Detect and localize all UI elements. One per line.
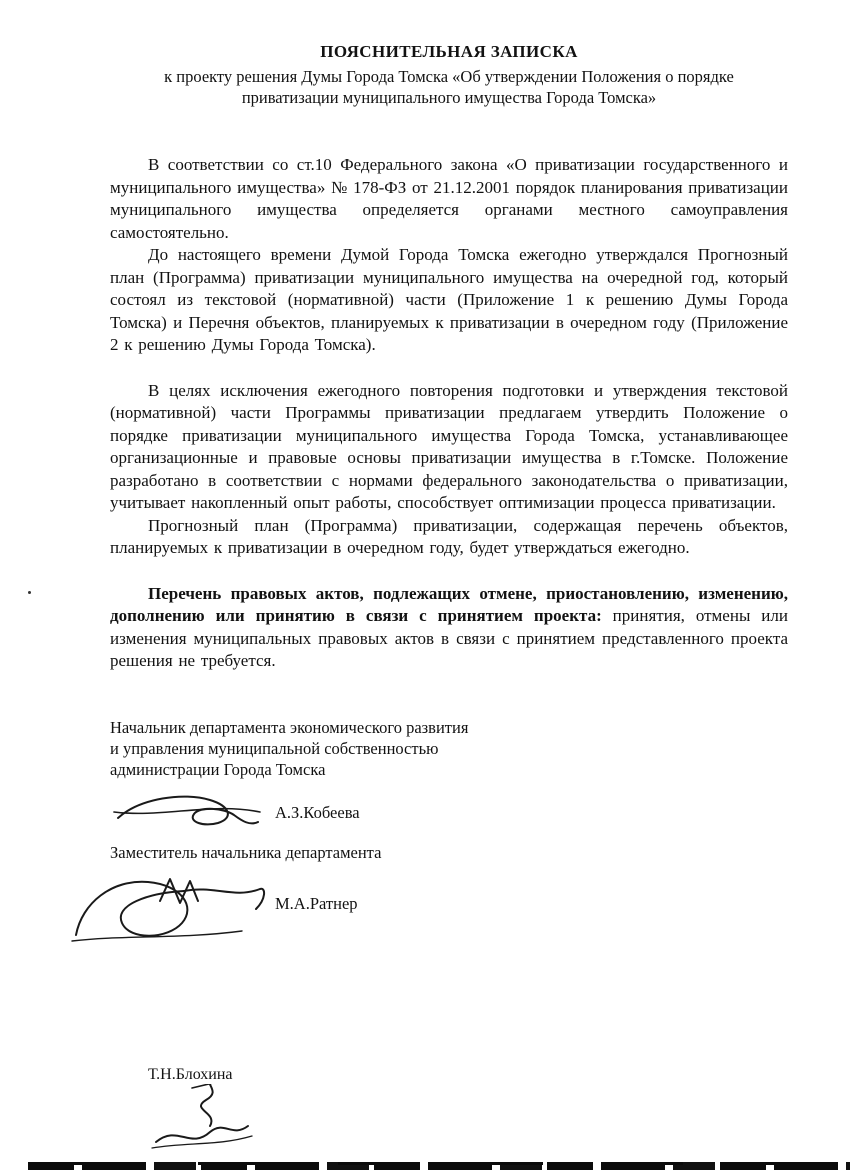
doc-subtitle-line-1: к проекту решения Думы Города Томска «Об утверждении Положения о порядке: [164, 67, 734, 86]
paragraph: До настоящего времени Думой Города Томска ежегодно утверждался Прогнозный план (Программа) приватизации муниципального имущества на очередной год, который состоял из текстовой (нормативной) части (Приложение 1 к решению Думы Города Томска) и Перечня объектов, планируемых к приватизации в очередном году (Приложение 2 к решению Думы Города Томска).: [110, 245, 788, 354]
paragraph-legal-acts: [110, 583, 788, 673]
blokhina-signature: [148, 1084, 278, 1164]
bottom-signatory-block: [148, 1066, 278, 1164]
doc-subtitle-line-2: приватизации муниципального имущества Города Томска»: [241, 88, 657, 107]
paragraph: Прогнозный план (Программа) приватизации, содержащая перечень объектов, планируемых к приватизации в очередном году, будет утверждаться ежегодно.: [110, 515, 788, 557]
ratner-signature: [62, 869, 272, 955]
paragraph-rest: принятия, отмены или изменения муниципальных правовых актов в связи с принятием представленного проекта решения не требуется.: [110, 606, 788, 670]
signature-row-ratner: [110, 869, 788, 955]
paragraph-bold-lead: Перечень правовых актов, подлежащих отмене, приостановлению, изменению, дополнению или принятию в связи с принятием проекта:: [110, 583, 788, 625]
signatory-position-line: Заместитель начальника департамента: [110, 842, 382, 862]
signatory-name: М.А.Ратнер: [275, 893, 358, 913]
doc-subtitle: [139, 66, 759, 108]
scan-noise-strip-upper: [28, 1162, 850, 1165]
signatory-name: Т.Н.Блохина: [148, 1066, 233, 1083]
paragraph: В соответствии со ст.10 Федерального закона «О приватизации государственного и муниципального имущества» № 178-ФЗ от 21.12.2001 порядок планирования приватизации муниципального имущества определяется органами местного самоуправления самостоятельно.: [110, 155, 788, 242]
signature-section: [110, 717, 788, 955]
signature-row-kobeeva: [110, 786, 788, 842]
doc-title: ПОЯСНИТЕЛЬНАЯ ЗАПИСКА: [320, 42, 578, 61]
signatory-position-line: администрации Города Томска: [110, 759, 326, 779]
scan-speck: [28, 591, 31, 594]
signatory-position-line: и управления муниципальной собственностью: [110, 738, 439, 758]
signatory-position-line: Начальник департамента экономического развития: [110, 717, 469, 737]
signatory-name: А.З.Кобеева: [275, 802, 360, 822]
kobeeva-signature: [112, 788, 262, 838]
paragraph: В целях исключения ежегодного повторения подготовки и утверждения текстовой (нормативной) части Программы приватизации предлагаем утвердить Положение о порядке приватизации муниципального имущества Города Томска, устанавливающее организационные и правовые основы приватизации имущества в г.Томске. Положение разработано в соответствии с нормами федерального законодательства о приватизации, учитывает накопленный опыт работы, способствует оптимизации процесса приватизации.: [110, 380, 788, 512]
doc-body: [110, 154, 788, 955]
